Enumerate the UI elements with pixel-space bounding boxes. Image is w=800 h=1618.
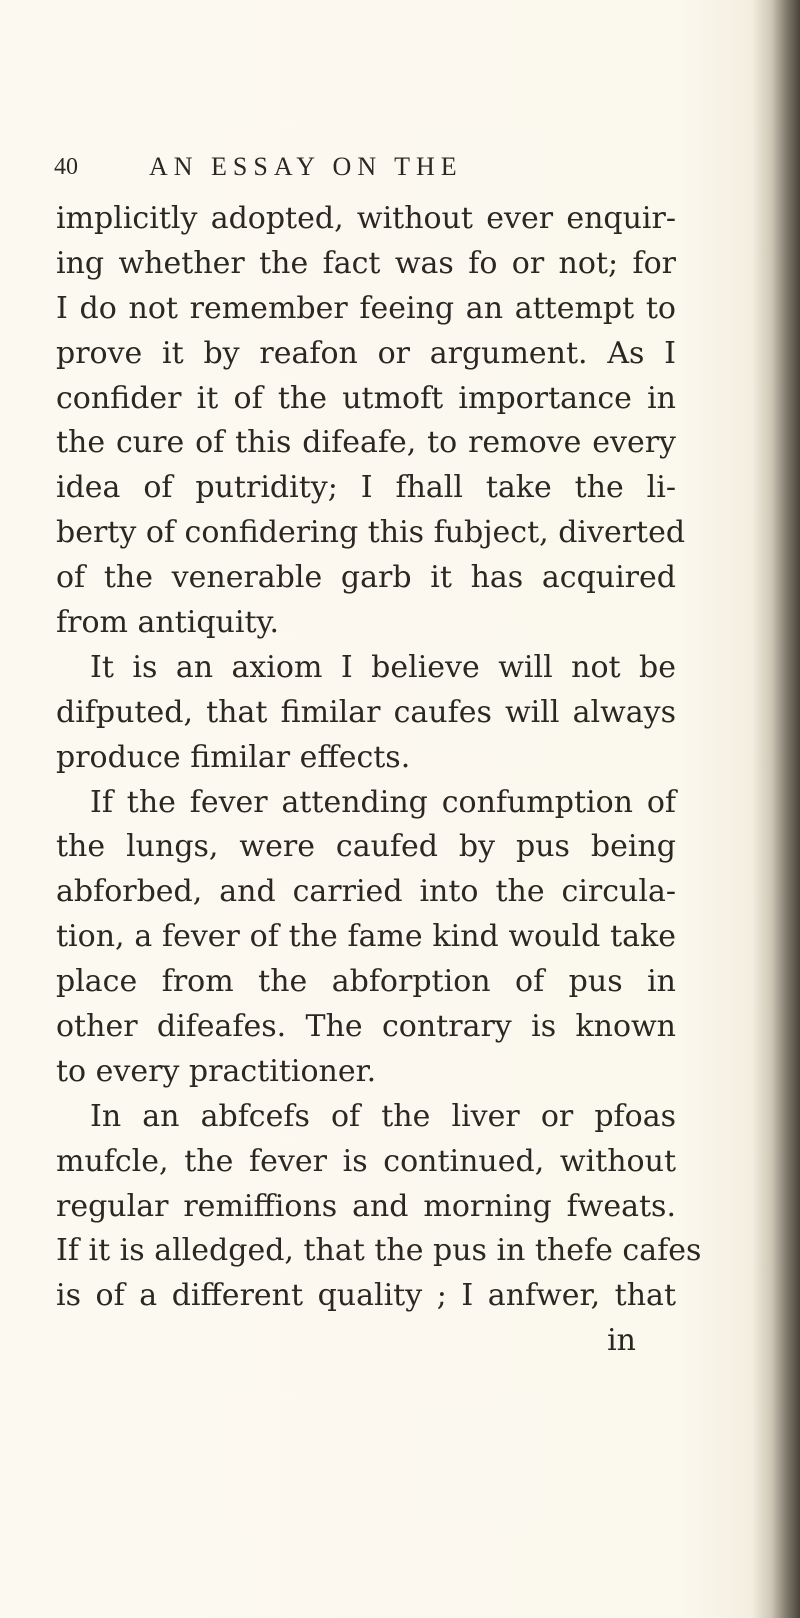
paragraph-start-line: If the fever attending confumption of <box>90 784 676 820</box>
paragraph-start-line: In an abfcefs of the liver or pfoas <box>90 1098 676 1134</box>
text-line: prove it by reafon or argument. As I <box>56 335 676 371</box>
text-line: berty of confidering this fubject, diverted <box>56 515 686 551</box>
text-line: from antiquity. <box>56 605 280 641</box>
text-line: implicitly adopted, without ever enquir- <box>56 201 676 236</box>
running-head: AN ESSAY ON THE <box>149 152 463 181</box>
text-line: regular remiffions and morning fweats. <box>56 1188 676 1224</box>
catchword: in <box>607 1323 636 1359</box>
text-line: confider it of the utmoft importance in <box>56 380 676 416</box>
page-number: 40 <box>54 154 78 180</box>
text-line: tion, a fever of the fame kind would take <box>56 919 676 955</box>
text-line: produce fimilar effects. <box>56 739 411 775</box>
page-header <box>54 148 614 188</box>
text-line: of the venerable garb it has acquired <box>56 560 676 596</box>
binding-shadow <box>752 0 800 1618</box>
text-line: the cure of this difeafe, to remove every <box>56 425 676 461</box>
text-line: place from the abforption of pus in <box>56 964 676 1000</box>
paragraph-start-line: It is an axiom I believe will not be <box>90 649 676 685</box>
text-line: other difeafes. The contrary is known <box>56 1009 676 1045</box>
text-line: abforbed, and carried into the circula- <box>56 874 676 910</box>
text-line: idea of putridity; I fhall take the li- <box>56 470 676 506</box>
text-line: to every practitioner. <box>56 1053 377 1089</box>
text-line: is of a different quality ; I anfwer, that <box>56 1278 676 1314</box>
text-line: difputed, that fimilar caufes will always <box>56 694 676 730</box>
text-line: If it is alledged, that the pus in thefe cafes <box>56 1233 702 1269</box>
text-line: ing whether the fact was fo or not; for <box>56 245 676 281</box>
text-line: mufcle, the fever is continued, without <box>56 1143 676 1179</box>
body-text <box>56 197 702 1364</box>
text-line: I do not remember feeing an attempt to <box>56 290 676 326</box>
text-line: the lungs, were caufed by pus being <box>56 829 676 865</box>
